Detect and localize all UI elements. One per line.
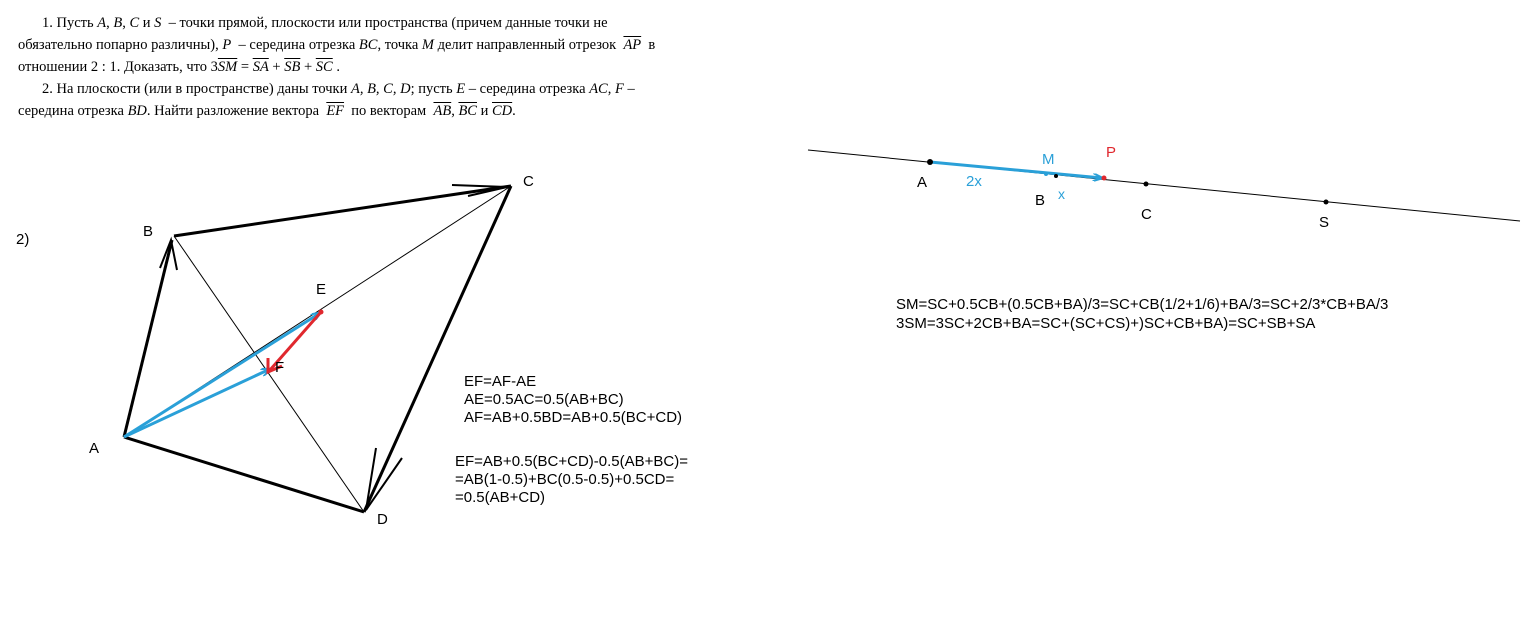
point-b xyxy=(1054,174,1058,178)
ratio-label-2x: 2x xyxy=(966,173,982,190)
label-a-line: A xyxy=(917,174,928,191)
arrowhead-cd xyxy=(366,448,402,510)
label-a: A xyxy=(89,440,100,457)
label-s-line: S xyxy=(1319,214,1330,231)
calc-line-5: =AB(1-0.5)+BC(0.5-0.5)+0.5CD= xyxy=(455,471,675,488)
problem-2-text: 2. На плоскости (или в пространстве) даны точки A, B, C, D; пусть E – середина отрезка AC, F – середина отрезка BD. Найти разложение вектора $\overline{EF}$ по векторам $\overline{AB}$, $\overline{BC}$ и $\overline{CD}$. xyxy=(18,81,635,119)
left-calculation xyxy=(455,373,688,506)
ratio-label-x: x xyxy=(1058,186,1065,202)
label-b: B xyxy=(143,223,154,240)
calc-line-2: AE=0.5AC=0.5(AB+BC) xyxy=(464,391,624,408)
calc-line-6: =0.5(AB+CD) xyxy=(455,489,546,506)
label-p: P xyxy=(1106,144,1117,161)
point-e-dot xyxy=(319,310,324,315)
calc-line-4: EF=AB+0.5(BC+CD)-0.5(AB+BC)= xyxy=(455,453,689,470)
calc-line-3: AF=AB+0.5BD=AB+0.5(BC+CD) xyxy=(464,409,683,426)
point-a xyxy=(927,159,933,165)
label-d: D xyxy=(377,511,388,528)
label-e: E xyxy=(316,281,327,298)
point-m xyxy=(1044,172,1048,176)
line-abcs xyxy=(808,150,1520,221)
vector-bc xyxy=(174,186,511,236)
proof-line-1: SM=SC+0.5CB+(0.5CB+BA)/3=SC+CB(1/2+1/6)+BA/3=SC+2/3*CB+BA/3 xyxy=(896,296,1389,313)
problem-1-text: 1. Пусть A, B, C и S – точки прямой, плоскости или пространства (причем данные точки не обязательно попарно различны), P – середина отрезка BC, точка M делит направленный отрезок $\overline{AP}$ в отношении 2 : 1. Доказать, что $3\overline{SM} = \overline{SA} + \overline{SB} + \overline{SC}$ . xyxy=(18,15,656,75)
vector-af xyxy=(124,369,270,437)
right-calculation xyxy=(896,296,1388,332)
label-f: F xyxy=(275,359,285,376)
edge-ad xyxy=(124,437,364,512)
label-b-line: B xyxy=(1035,192,1046,209)
label-c-line: C xyxy=(1141,206,1152,223)
proof-line-2: 3SM=3SC+2CB+BA=SC+(SC+CS)+)SC+CB+BA)=SC+SB+SA xyxy=(896,315,1316,332)
label-c: C xyxy=(523,173,534,190)
calc-line-1: EF=AF-AE xyxy=(464,373,537,390)
point-c xyxy=(1144,182,1149,187)
point-p xyxy=(1102,176,1107,181)
problem-2-label: 2) xyxy=(16,231,30,248)
vector-ae xyxy=(124,313,320,437)
diagonal-bd xyxy=(174,236,364,512)
vector-ab xyxy=(124,240,172,437)
label-m: M xyxy=(1042,151,1055,168)
point-s xyxy=(1324,200,1329,205)
vector-ap xyxy=(930,162,1102,178)
